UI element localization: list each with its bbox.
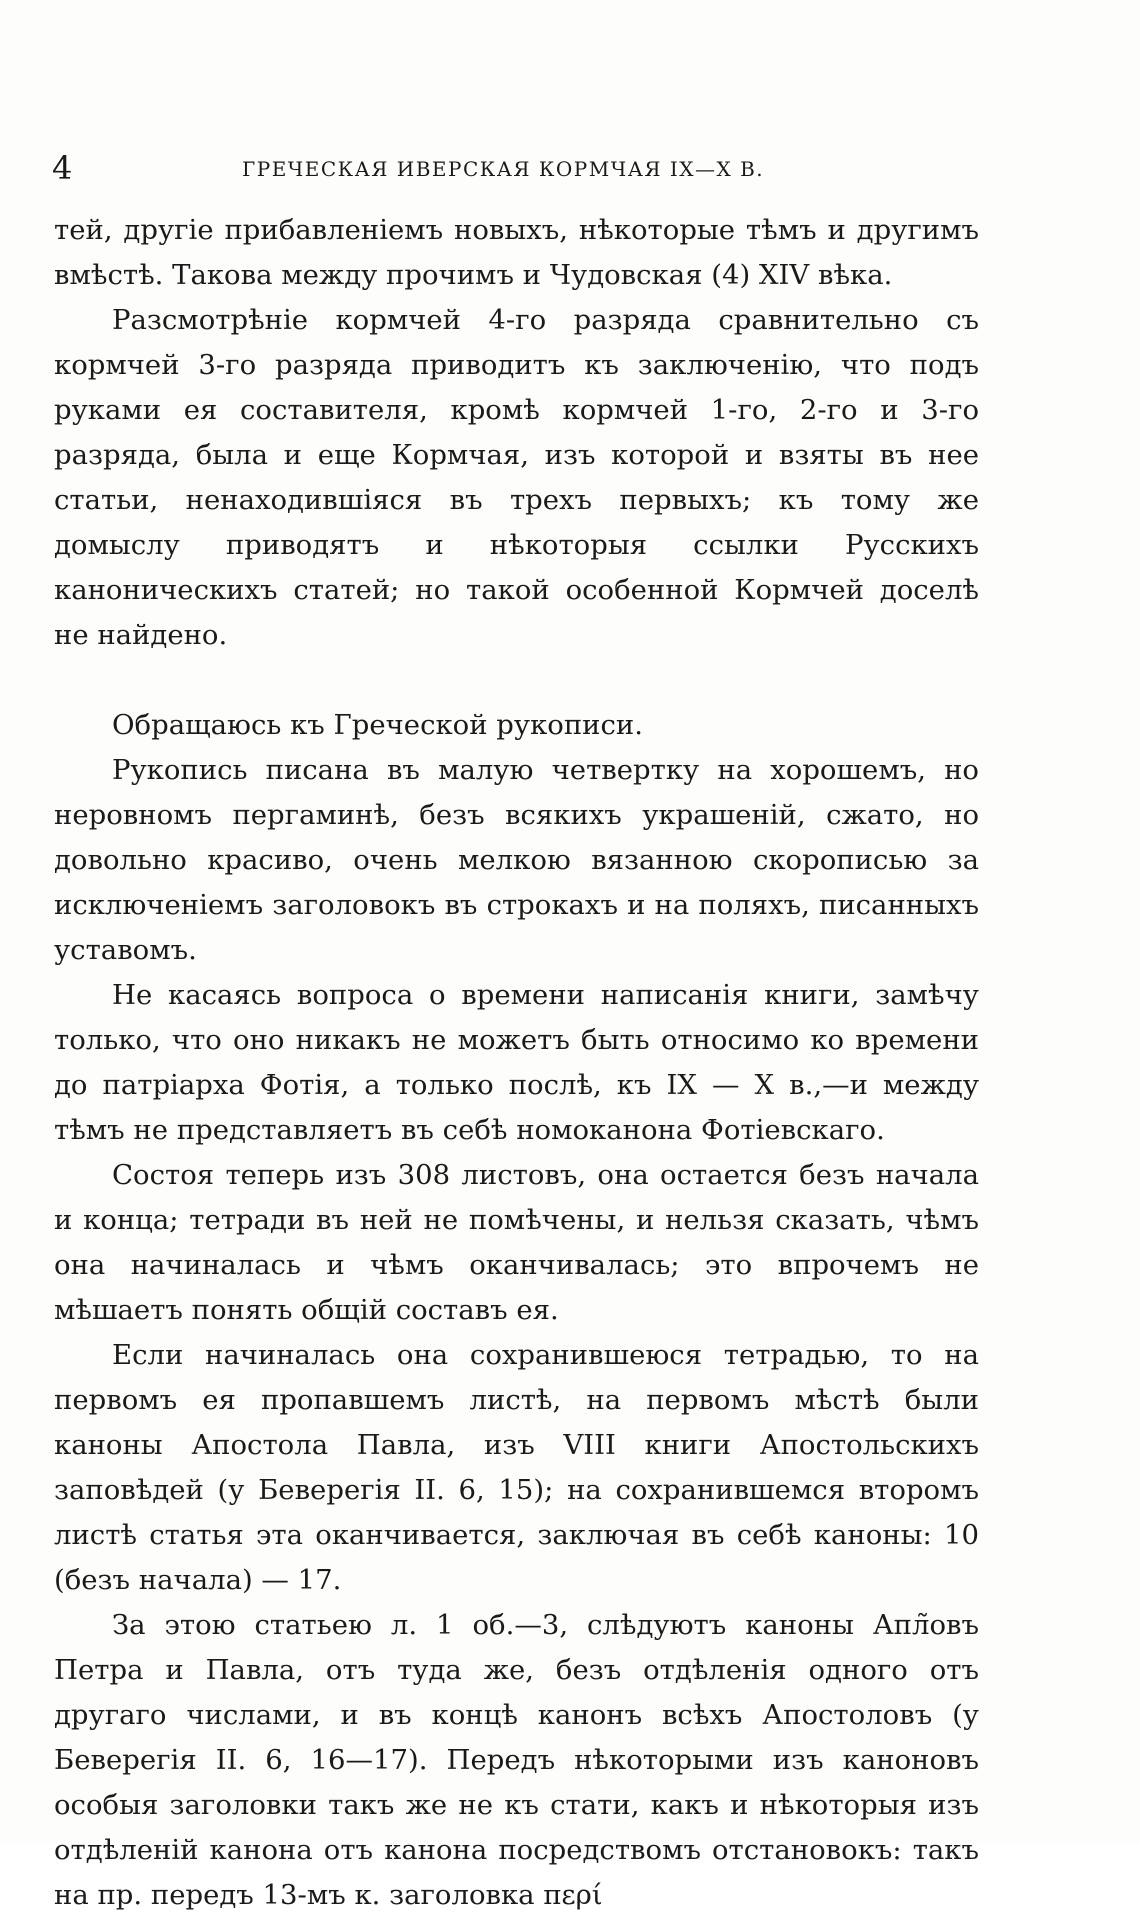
paragraph: Если начиналась она сохранившеюся тетрадью, то на первомъ ея пропавшемъ листѣ, на первомъ мѣстѣ были каноны Апостола Павла, изъ VIII книги Апостольскихъ заповѣдей (у Беверегія II. 6, 15); на сохранившемся второмъ листѣ статья эта оканчивается, заключая въ себѣ каноны: 10 (безъ начала) — 17. <box>54 1339 979 1596</box>
page-number: 4 <box>52 149 73 187</box>
page-header <box>52 148 1072 188</box>
paragraph: Состоя теперь изъ 308 листовъ, она остается безъ начала и конца; тетради въ ней не помѣчены, и нельзя сказать, чѣмъ она начиналась и чѣмъ оканчивалась; это впрочемъ не мѣшаетъ понять общій составъ ея. <box>54 1159 979 1326</box>
running-title: ГРЕЧЕСКАЯ ИВЕРСКАЯ КОРМЧАЯ IX—X В. <box>242 157 765 181</box>
body-text <box>54 208 979 1918</box>
paragraph-section-start: Обращаюсь къ Греческой рукописи. <box>112 709 643 741</box>
paragraph: За этою статьею л. 1 об.—3, слѣдуютъ каноны Апл̃овъ Петра и Павла, отъ туда же, безъ отдѣленія одного отъ другаго числами, и въ концѣ канонъ всѣхъ Апостоловъ (у Беверегія II. 6, 16—17). Передъ нѣкоторыми изъ каноновъ особыя заголовки такъ же не къ стати, какъ и нѣкоторыя изъ отдѣленій канона отъ канона посредствомъ отстановокъ: такъ на пр. передъ 13-мъ к. заголовка περί <box>54 1609 979 1911</box>
paragraph: Разсмотрѣніе кормчей 4-го разряда сравнительно съ кормчей 3-го разряда приводитъ къ заключенію, что подъ руками ея составителя, кромѣ кормчей 1-го, 2-го и 3-го разряда, была и еще Кормчая, изъ которой и взяты въ нее статьи, ненаходившіяся въ трехъ первыхъ; къ тому же домыслу приводятъ и нѣкоторыя ссылки Русскихъ каноническихъ статей; но такой особенной Кормчей доселѣ не найдено. <box>54 304 979 651</box>
paragraph: Рукопись писана въ малую четвертку на хорошемъ, но неровномъ пергаминѣ, безъ всякихъ украшеній, сжато, но довольно красиво, очень мелкою вязанною скорописью за исключеніемъ заголовокъ въ строкахъ и на поляхъ, писанныхъ уставомъ. <box>54 754 979 966</box>
paragraph: Не касаясь вопроса о времени написанія книги, замѣчу только, что оно никакъ не можетъ быть относимо ко времени до патріарха Фотія, а только послѣ, къ IX — X в.,—и между тѣмъ не представляетъ въ себѣ номоканона Фотіевскаго. <box>54 979 979 1146</box>
paragraph-continuation: тей, другіе прибавленіемъ новыхъ, нѣкоторые тѣмъ и другимъ вмѣстѣ. Такова между прочимъ и Чудовская (4) XIV вѣка. <box>54 214 979 291</box>
